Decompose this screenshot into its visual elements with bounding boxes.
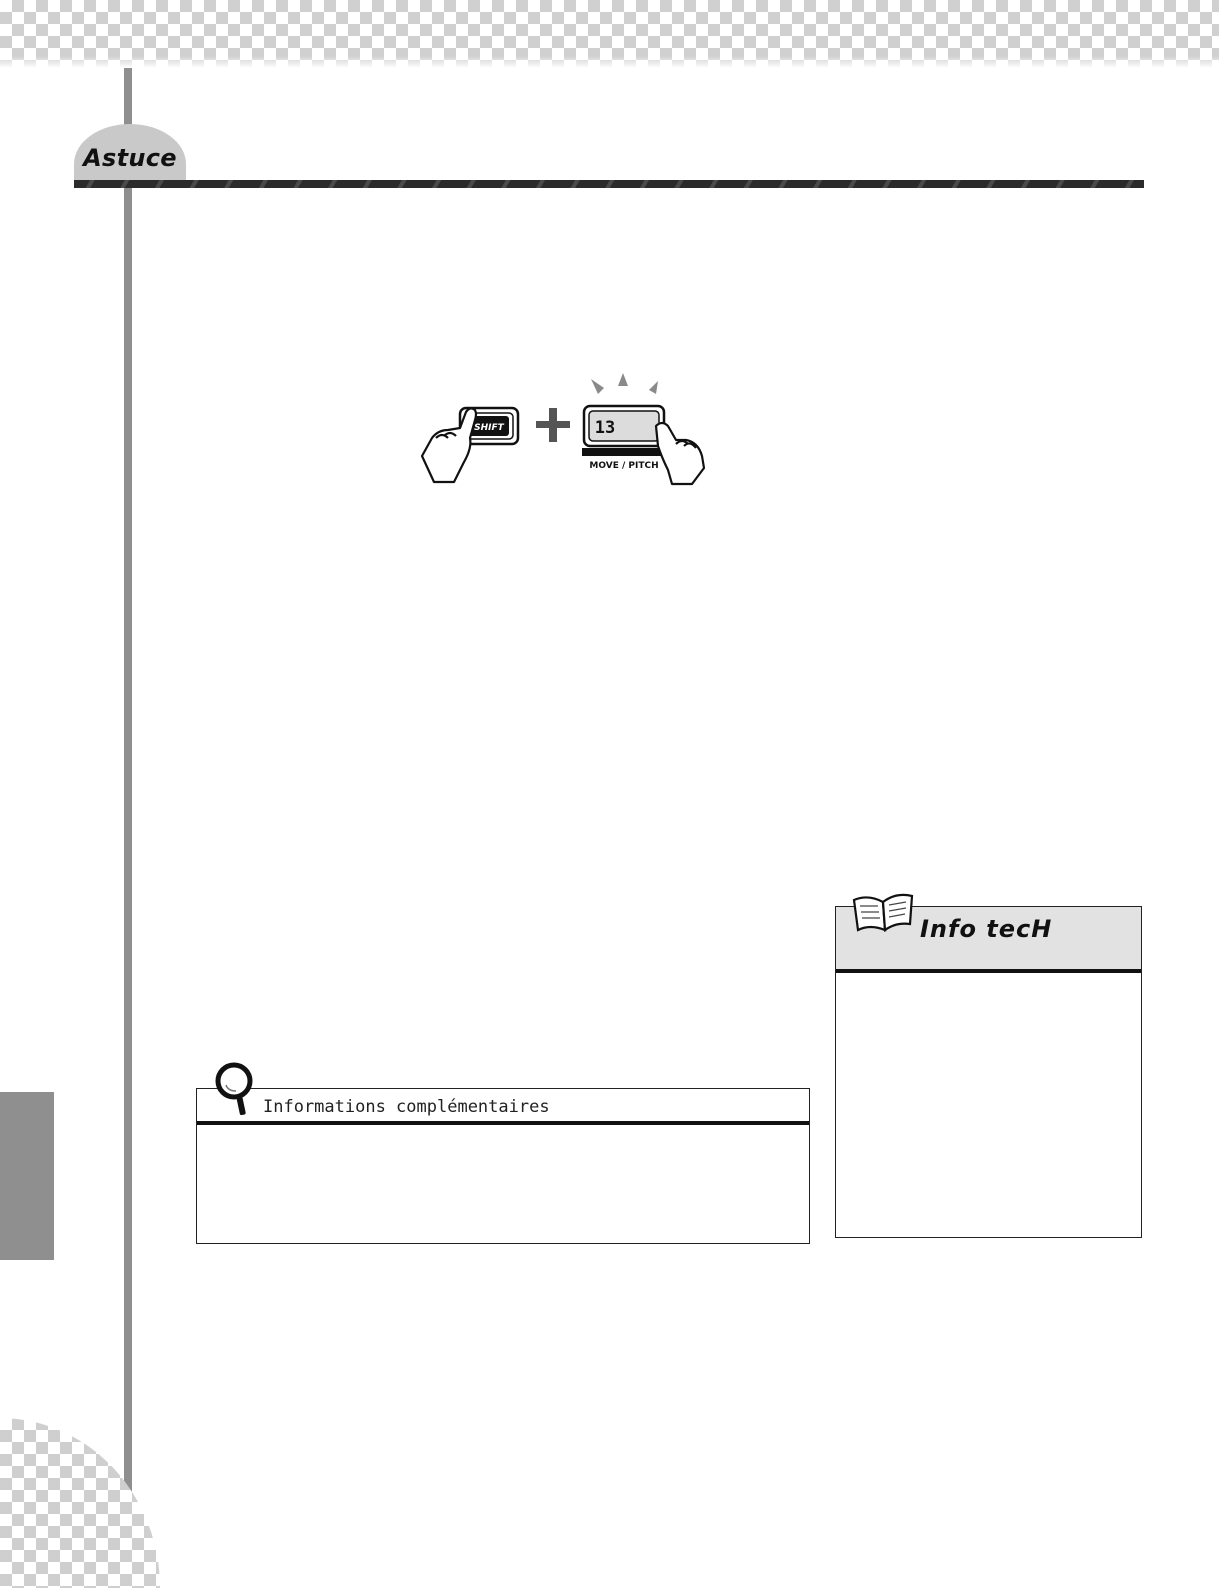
info-tech-box [835,906,1142,1238]
open-book-icon [850,890,916,936]
plus-icon [536,408,570,442]
astuce-heading: Astuce [83,144,177,172]
pad-function-label: MOVE / PITCH [589,461,659,471]
astuce-heading-rule [74,180,1144,188]
tech-box-title: Info tecH [920,915,1053,943]
informations-complementaires-box [196,1088,810,1244]
shift-plus-pad-illustration [418,372,710,488]
chapter-side-tab [0,1092,54,1260]
pad-13-icon [582,406,666,471]
margin-vertical-bar [124,68,132,1588]
shift-key-label: SHIFT [474,423,504,433]
checker-header-band [0,0,1219,68]
info-box-header [197,1089,809,1125]
info-box-title: Informations complémentaires [263,1097,550,1117]
flash-indicator-icon [591,373,658,394]
pointing-hand-icon [656,423,704,484]
pad-number: 13 [594,418,616,438]
checker-corner-decoration [0,1418,160,1588]
magnifier-icon [214,1061,258,1119]
pointing-hand-icon [422,408,476,482]
